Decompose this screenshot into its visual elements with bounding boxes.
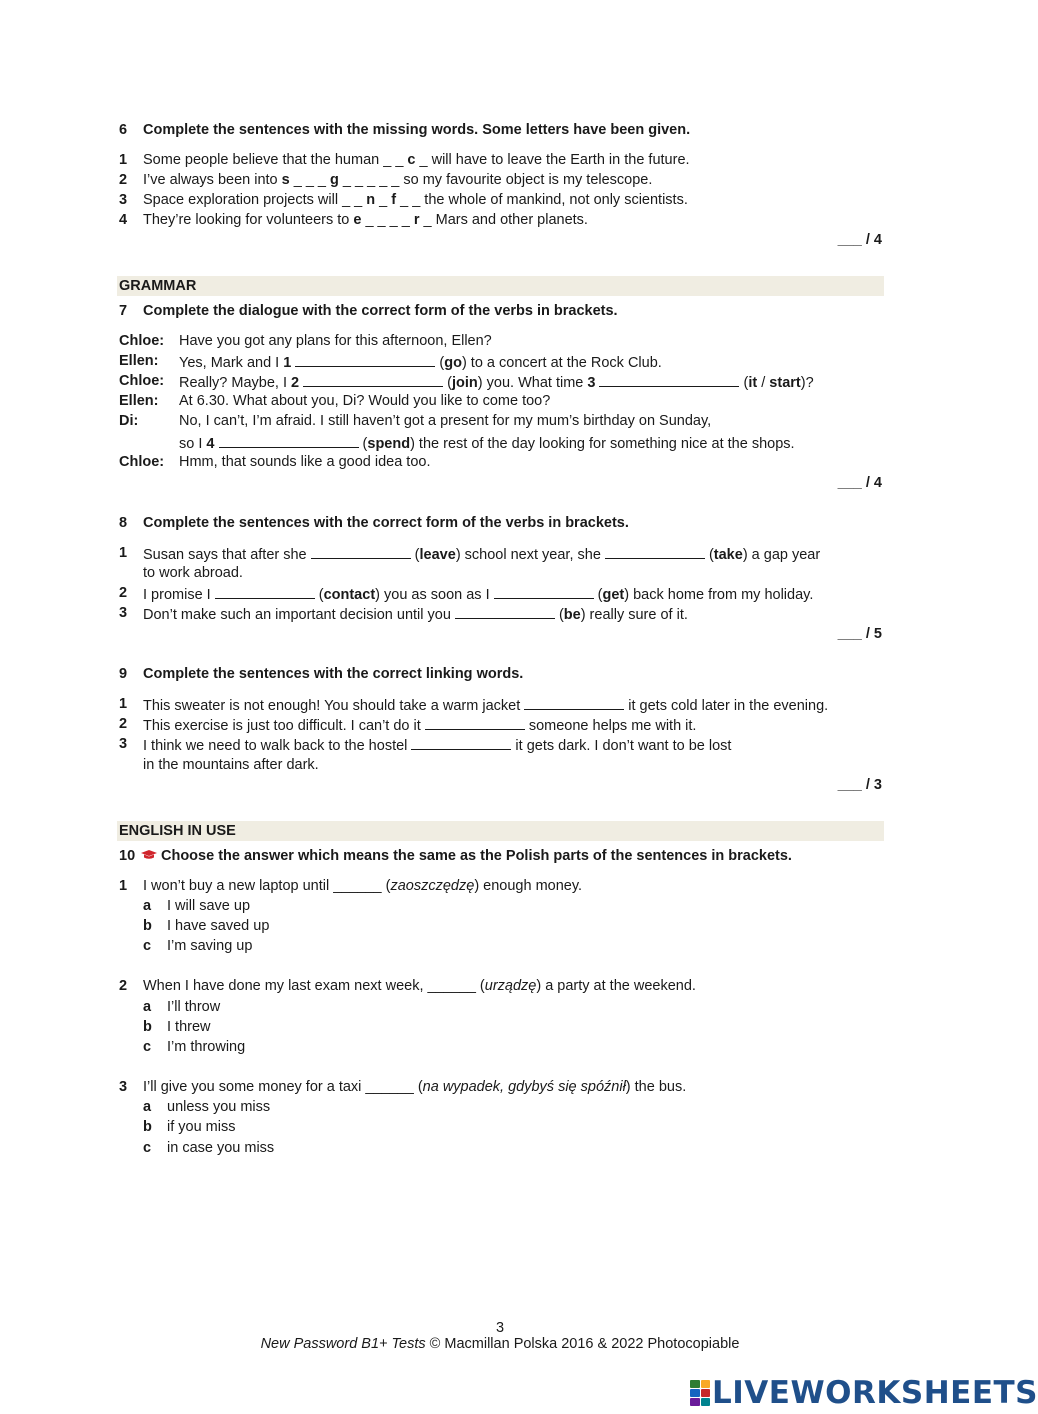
option-letter: c: [143, 938, 152, 954]
ex9-score: ___ / 3: [837, 777, 882, 793]
ex6-item-number: 4: [119, 212, 128, 228]
liveworksheets-logo[interactable]: [690, 1375, 1038, 1411]
ex10-instruction: Choose the answer which means the same as the Polish parts of the sentences in brackets.: [161, 848, 792, 864]
ex6-item-3: Space exploration projects will _ _ n _ f _ _ the whole of mankind, not only scientists.: [143, 192, 688, 208]
answer-blank[interactable]: [311, 545, 411, 559]
ex9-item-3: I think we need to walk back to the hostel it gets dark. I don’t want to be lost: [143, 738, 732, 754]
option-c[interactable]: in case you miss: [167, 1140, 275, 1156]
option-c[interactable]: I’m throwing: [167, 1039, 246, 1055]
option-letter: c: [143, 1039, 152, 1055]
ex8-score: ___ / 5: [837, 626, 882, 642]
option-letter: b: [143, 1019, 152, 1035]
ex10-question-number: 2: [119, 978, 128, 994]
dialogue-speaker: Ellen:: [119, 393, 159, 409]
ex9-item-number: 2: [119, 716, 128, 732]
ex8-number: 8: [119, 515, 128, 531]
ex9-instruction: Complete the sentences with the correct linking words.: [143, 666, 524, 682]
answer-blank[interactable]: [599, 373, 739, 387]
ex10-question-number: 1: [119, 878, 128, 894]
option-a[interactable]: unless you miss: [167, 1099, 271, 1115]
footer-copyright: New Password B1+ Tests © Macmillan Polska 2016 & 2022 Photocopiable: [260, 1336, 740, 1352]
ex6-item-number: 3: [119, 192, 128, 208]
ex7-score: ___ / 4: [837, 475, 882, 491]
answer-blank[interactable]: [219, 434, 359, 448]
liveworksheets-logo-text: LIVEWORKSHEETS: [712, 1375, 1038, 1411]
ex6-number: 6: [119, 122, 128, 138]
ex6-item-number: 1: [119, 152, 128, 168]
ex6-instruction: Complete the sentences with the missing words. Some letters have been given.: [143, 122, 691, 138]
dialogue-line: At 6.30. What about you, Di? Would you like to come too?: [179, 393, 551, 409]
option-a[interactable]: I’ll throw: [167, 999, 221, 1015]
answer-blank[interactable]: [295, 353, 435, 367]
option-a[interactable]: I will save up: [167, 898, 251, 914]
dialogue-speaker: Chloe:: [119, 333, 165, 349]
ex10-question-2: When I have done my last exam next week, ______ (urządzę) a party at the weekend.: [143, 978, 696, 994]
answer-blank[interactable]: [494, 585, 594, 599]
ex6-score: ___ / 4: [837, 232, 882, 248]
option-c[interactable]: I’m saving up: [167, 938, 253, 954]
section-heading-english-in-use: ENGLISH IN USE: [117, 821, 884, 841]
ex8-instruction: Complete the sentences with the correct form of the verbs in brackets.: [143, 515, 629, 531]
liveworksheets-logo-icon: [690, 1380, 710, 1406]
ex6-item-1: Some people believe that the human _ _ c _ will have to leave the Earth in the future.: [143, 152, 690, 168]
dialogue-line: Yes, Mark and I 1 (go) to a concert at the Rock Club.: [179, 355, 662, 371]
option-b[interactable]: if you miss: [167, 1119, 236, 1135]
graduation-cap-icon: [141, 850, 157, 860]
ex6-item-2: I’ve always been into s _ _ _ g _ _ _ _ _ so my favourite object is my telescope.: [143, 172, 653, 188]
ex7-number: 7: [119, 303, 128, 319]
dialogue-line: No, I can’t, I’m afraid. I still haven’t got a present for my mum’s birthday on Sunday,: [179, 413, 712, 429]
ex6-item-4: They’re looking for volunteers to e _ _ _ _ r _ Mars and other planets.: [143, 212, 588, 228]
ex6-item-number: 2: [119, 172, 128, 188]
ex9-item-number: 3: [119, 736, 128, 752]
page-number: 3: [495, 1320, 505, 1336]
option-letter: a: [143, 999, 152, 1015]
option-letter: a: [143, 1099, 152, 1115]
dialogue-speaker: Di:: [119, 413, 139, 429]
ex8-item-1: Susan says that after she (leave) school next year, she (take) a gap year: [143, 547, 821, 563]
ex9-item-2: This exercise is just too difficult. I can’t do it someone helps me with it.: [143, 718, 697, 734]
ex9-item-3-continued: in the mountains after dark.: [143, 757, 319, 773]
ex8-item-1-continued: to work abroad.: [143, 565, 243, 581]
dialogue-line: so I 4 (spend) the rest of the day looking for something nice at the shops.: [179, 436, 795, 452]
dialogue-line: Really? Maybe, I 2 (join) you. What time 3 (it / start)?: [179, 375, 814, 391]
ex9-item-number: 1: [119, 696, 128, 712]
ex9-item-1: This sweater is not enough! You should take a warm jacket it gets cold later in the evening.: [143, 698, 829, 714]
ex7-instruction: Complete the dialogue with the correct form of the verbs in brackets.: [143, 303, 618, 319]
ex10-question-1: I won’t buy a new laptop until ______ (zaoszczędzę) enough money.: [143, 878, 583, 894]
option-letter: a: [143, 898, 152, 914]
answer-blank[interactable]: [605, 545, 705, 559]
answer-blank[interactable]: [411, 736, 511, 750]
option-letter: b: [143, 1119, 152, 1135]
ex10-number: 10: [119, 848, 136, 864]
dialogue-line: Hmm, that sounds like a good idea too.: [179, 454, 431, 470]
answer-blank[interactable]: [215, 585, 315, 599]
section-heading-grammar: GRAMMAR: [117, 276, 884, 296]
answer-blank[interactable]: [455, 605, 555, 619]
dialogue-speaker: Ellen:: [119, 353, 159, 369]
dialogue-speaker: Chloe:: [119, 373, 165, 389]
ex8-item-number: 2: [119, 585, 128, 601]
answer-blank[interactable]: [524, 696, 624, 710]
option-letter: c: [143, 1140, 152, 1156]
option-b[interactable]: I threw: [167, 1019, 211, 1035]
dialogue-speaker: Chloe:: [119, 454, 165, 470]
ex10-question-number: 3: [119, 1079, 128, 1095]
ex8-item-2: I promise I (contact) you as soon as I (get) back home from my holiday.: [143, 587, 814, 603]
ex8-item-3: Don’t make such an important decision until you (be) really sure of it.: [143, 607, 688, 623]
answer-blank[interactable]: [303, 373, 443, 387]
option-b[interactable]: I have saved up: [167, 918, 270, 934]
ex8-item-number: 1: [119, 545, 128, 561]
answer-blank[interactable]: [425, 716, 525, 730]
option-letter: b: [143, 918, 152, 934]
ex9-number: 9: [119, 666, 128, 682]
ex8-item-number: 3: [119, 605, 128, 621]
dialogue-line: Have you got any plans for this afternoon, Ellen?: [179, 333, 492, 349]
ex10-question-3: I’ll give you some money for a taxi ______ (na wypadek, gdybyś się spóźnił) the bus.: [143, 1079, 687, 1095]
